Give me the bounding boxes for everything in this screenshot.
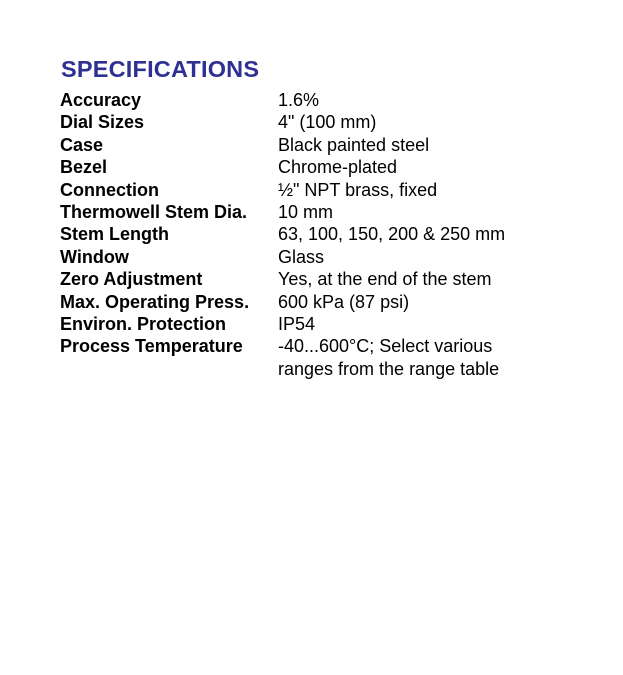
spec-table [60,89,580,380]
spec-value: 600 kPa (87 psi) [278,291,410,312]
spec-label: Case [60,134,104,155]
page-title: SPECIFICATIONS [61,56,260,82]
spec-row-max-operating-press [60,291,580,313]
spec-row-thermowell-stem-dia [60,201,580,223]
spec-label: Process Temperature [60,336,243,357]
spec-value: IP54 [278,314,316,335]
spec-label: Accuracy [60,90,142,110]
spec-value: 1.6% [278,90,320,110]
spec-label: Stem Length [60,224,170,245]
spec-row-window [60,246,580,268]
spec-row-case [60,134,580,156]
spec-row-dial-sizes [60,111,580,133]
spec-value: 63, 100, 150, 200 & 250 mm [278,224,506,245]
spec-row-bezel [60,156,580,178]
spec-label: Environ. Protection [60,314,227,335]
spec-value: 10 mm [278,202,334,223]
spec-label: Zero Adjustment [60,269,203,290]
spec-value: ½" NPT brass, fixed [278,179,438,200]
spec-label: Thermowell Stem Dia. [60,202,248,223]
spec-row-connection [60,179,580,201]
spec-value: 4" (100 mm) [278,112,377,133]
spec-value: -40...600°C; Select various ranges from the range table [278,336,500,379]
spec-value: Chrome-plated [278,157,398,178]
spec-value: Black painted steel [278,134,430,155]
spec-value: Glass [278,246,325,267]
spec-label: Connection [60,179,159,200]
spec-label: Max. Operating Press. [60,291,250,312]
spec-label: Dial Sizes [60,112,145,133]
spec-row-environ-protection [60,313,580,335]
spec-row-zero-adjustment [60,268,580,290]
spec-row-stem-length [60,223,580,245]
spec-value: Yes, at the end of the stem [278,269,492,290]
spec-label: Window [60,246,129,267]
spec-row-process-temperature [60,335,580,380]
spec-row-accuracy [60,89,580,111]
spec-label: Bezel [60,157,108,178]
